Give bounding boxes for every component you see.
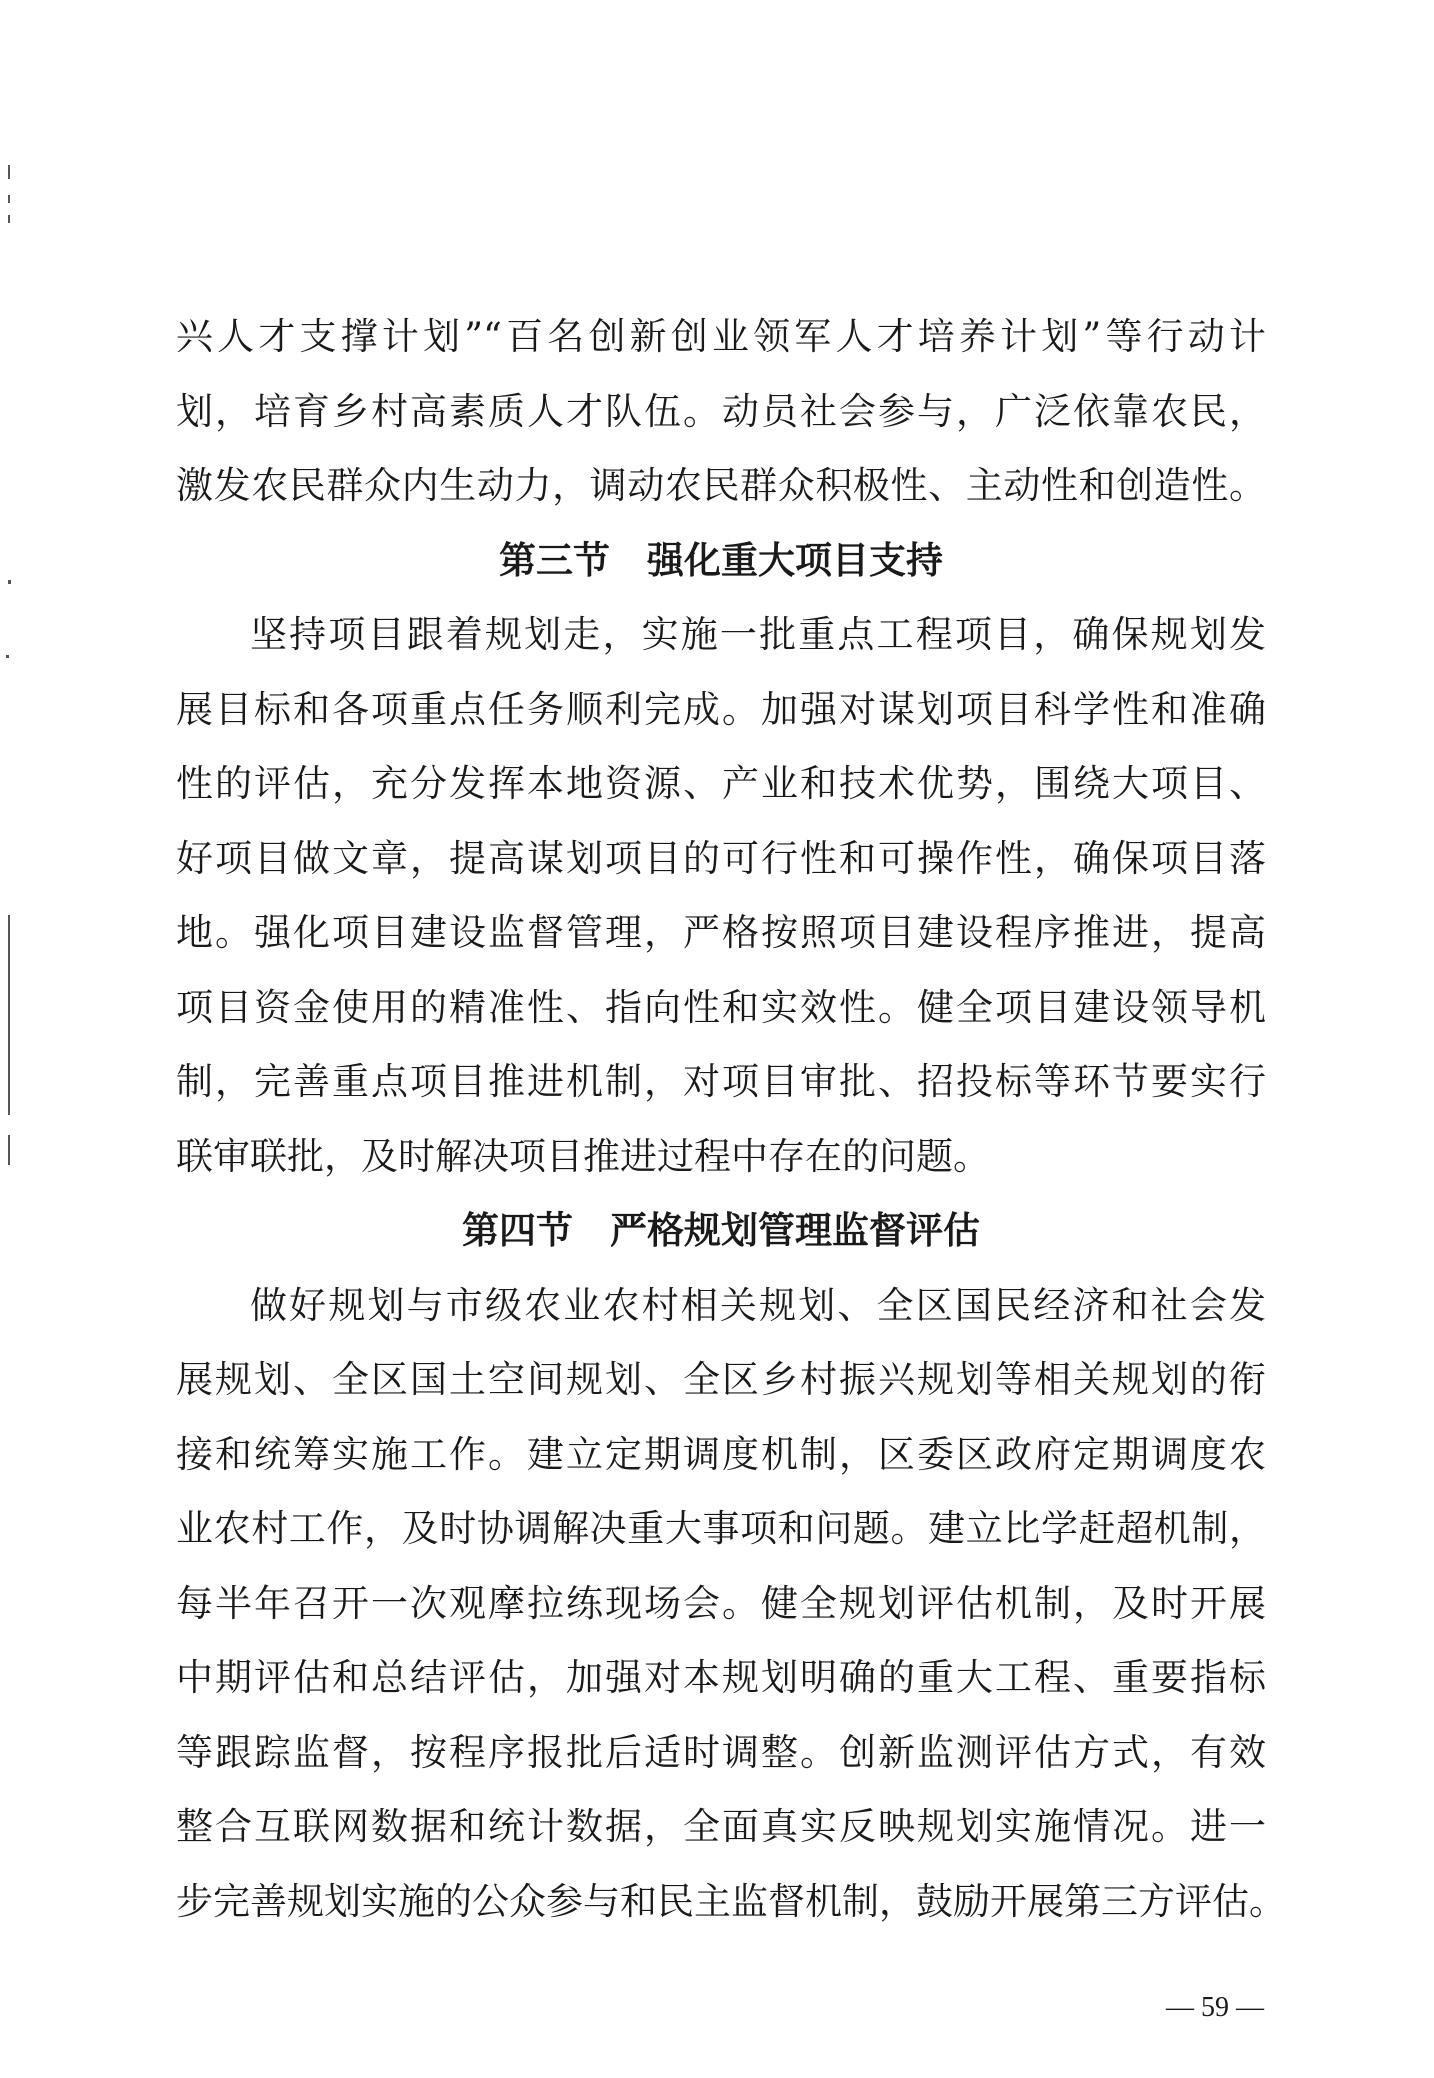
section-3-paragraph <box>176 598 1266 1194</box>
text-line: 业农村工作，及时协调解决重大事项和问题。建立比学赶超机制， <box>176 1507 1266 1550</box>
text-line: 项目资金使用的精准性、指向性和实效性。健全项目建设领导机 <box>176 985 1266 1029</box>
text-line: 制，完善重点项目推进机制，对项目审批、招投标等环节要实行 <box>176 1060 1266 1103</box>
document-body <box>176 300 1286 1939</box>
scan-artifact-mark <box>8 1135 10 1165</box>
text-line: 激发农民群众内生动力，调动农民群众积极性、主动性和创造性。 <box>176 464 1266 507</box>
continuation-paragraph <box>176 300 1266 524</box>
scan-artifact-mark <box>6 655 9 658</box>
text-line: 地。强化项目建设监督管理，严格按照项目建设程序推进，提高 <box>176 911 1266 954</box>
text-line: 好项目做文章，提高谋划项目的可行性和可操作性，确保项目落 <box>176 836 1266 880</box>
section-heading-4: 第四节 严格规划管理监督评估 <box>462 1209 980 1252</box>
text-line: 性的评估，充分发挥本地资源、产业和技术优势，围绕大项目、 <box>176 762 1266 805</box>
scan-artifact-mark <box>8 215 10 223</box>
text-line: 划，培育乡村高素质人才队伍。动员社会参与，广泛依靠农民， <box>176 389 1266 433</box>
text-line: 展规划、全区国土空间规划、全区乡村振兴规划等相关规划的衔 <box>176 1358 1266 1401</box>
text-line: 展目标和各项重点任务顺利完成。加强对谋划项目科学性和准确 <box>176 687 1266 731</box>
scan-artifact-mark <box>8 195 10 203</box>
scan-artifact-mark <box>8 580 11 584</box>
text-line: 步完善规划实施的公众参与和民主监督机制，鼓励开展第三方评估。 <box>176 1879 1286 1923</box>
section-heading-3: 第三节 强化重大项目支持 <box>499 538 943 582</box>
text-line: 接和统筹实施工作。建立定期调度机制，区委区政府定期调度农 <box>176 1432 1266 1476</box>
section-4-paragraph <box>176 1269 1286 1940</box>
text-line: 坚持项目跟着规划走，实施一批重点工程项目，确保规划发 <box>250 613 1266 656</box>
text-line: 等跟踪监督，按程序报批后适时调整。创新监测评估方式，有效 <box>176 1730 1266 1774</box>
text-line: 中期评估和总结评估，加强对本规划明确的重大工程、重要指标 <box>176 1656 1266 1699</box>
page-number: — 59 — <box>1166 1992 1264 2023</box>
text-line: 每半年召开一次观摩拉练现场会。健全规划评估机制，及时开展 <box>176 1581 1266 1625</box>
text-line: 整合互联网数据和统计数据，全面真实反映规划实施情况。进一 <box>176 1805 1266 1848</box>
scan-artifact-mark <box>8 915 10 1115</box>
scan-artifact-mark <box>8 165 10 179</box>
text-line: 联审联批，及时解决项目推进过程中存在的问题。 <box>176 1134 990 1178</box>
text-line: 做好规划与市级农业农村相关规划、全区国民经济和社会发 <box>250 1283 1266 1327</box>
text-line: 兴人才支撑计划”“百名创新创业领军人才培养计划”等行动计 <box>176 315 1266 358</box>
